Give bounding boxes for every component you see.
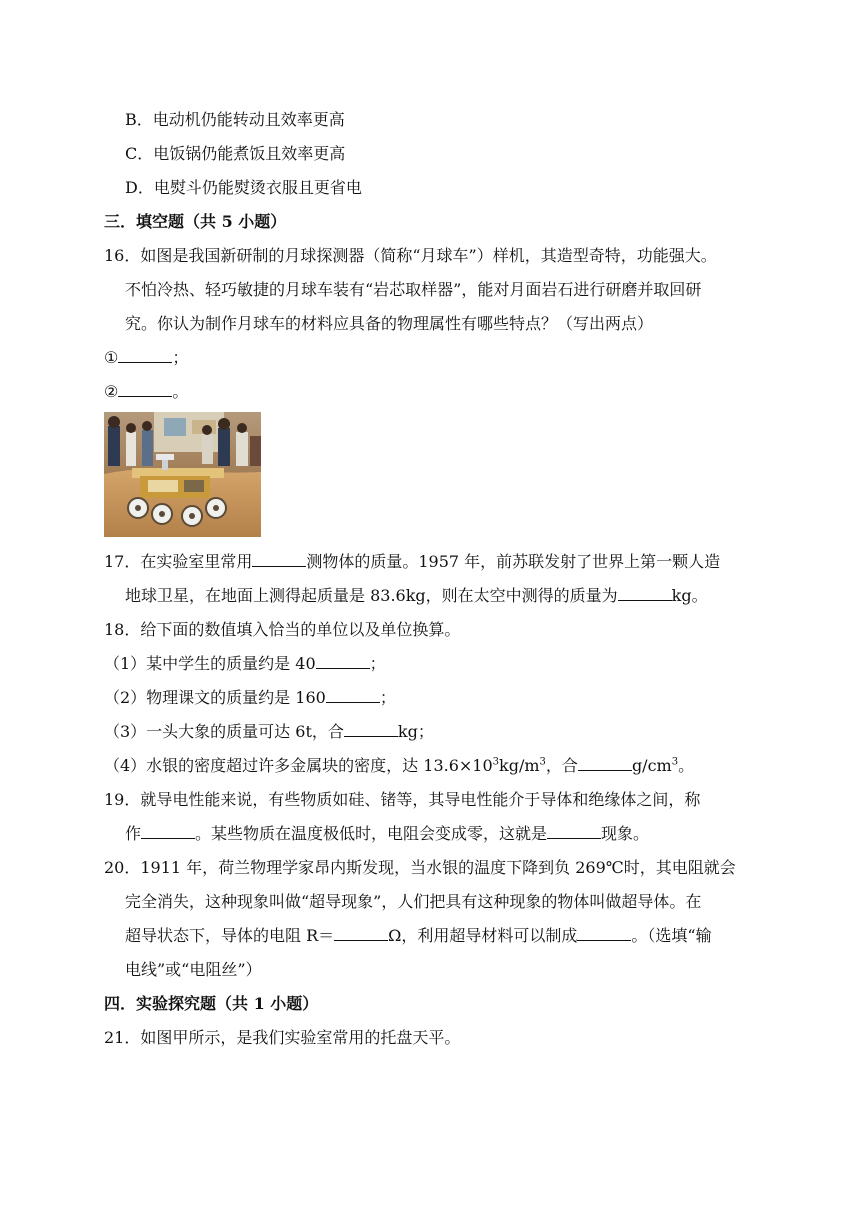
q17-line-2 bbox=[125, 586, 708, 606]
option-d: D．电熨斗仍能熨烫衣服且更省电 bbox=[125, 178, 362, 197]
q19-blank-2[interactable] bbox=[547, 824, 601, 839]
q18-sub-1-text: （1）某中学生的质量约是 40 bbox=[104, 654, 316, 673]
q20-line-1: 20．1911 年，荷兰物理学家昂内斯发现，当水银的温度下降到负 269℃时，其电阻就会 bbox=[104, 858, 736, 877]
q18-sub-4-unit-2: g/cm bbox=[631, 756, 672, 775]
q16-answer-2 bbox=[104, 382, 188, 402]
q18-title: 18．给下面的数值填入恰当的单位以及单位换算。 bbox=[104, 620, 461, 639]
q17-text-c: 地球卫星，在地面上测得起质量是 83.6kg，则在太空中测得的质量为 bbox=[125, 586, 618, 605]
q18-sub-4 bbox=[104, 756, 694, 776]
q18-sub-4-he: ，合 bbox=[545, 756, 578, 775]
q20-blank-1[interactable] bbox=[334, 926, 388, 941]
q18-sub-2-text: （2）物理课文的质量约是 160 bbox=[104, 688, 326, 707]
q17-line-1 bbox=[104, 552, 720, 572]
q18-sub-3-end: kg； bbox=[397, 722, 434, 741]
q19-line-1: 19．就导电性能来说，有些物质如硅、锗等，其导电性能介于导体和绝缘体之间，称 bbox=[104, 790, 701, 809]
q16-answer-1 bbox=[104, 348, 188, 368]
q18-sub-1 bbox=[104, 654, 386, 674]
option-c: C．电饭锅仍能煮饭且效率更高 bbox=[125, 144, 346, 163]
q17-text-a: 17．在实验室里常用 bbox=[104, 552, 253, 571]
q17-blank-1[interactable] bbox=[252, 552, 306, 567]
q20-line-2: 完全消失，这种现象叫做“超导现象”，人们把具有这种现象的物体叫做超导体。在 bbox=[125, 892, 702, 911]
q16-answer-2-label: ② bbox=[104, 382, 119, 401]
q18-blank-3[interactable] bbox=[344, 722, 398, 737]
q20-text-a: 超导状态下，导体的电阻 R＝ bbox=[125, 926, 335, 945]
q18-blank-1[interactable] bbox=[316, 654, 370, 669]
q20-line-3 bbox=[125, 926, 712, 946]
q18-sup-1: 3 bbox=[492, 756, 500, 768]
q18-blank-4[interactable] bbox=[578, 756, 632, 771]
q18-blank-2[interactable] bbox=[326, 688, 380, 703]
q19-text-c: 现象。 bbox=[601, 824, 650, 843]
q18-sup-3: 3 bbox=[671, 756, 679, 768]
q18-sub-3 bbox=[104, 722, 434, 742]
q17-blank-2[interactable] bbox=[618, 586, 672, 601]
q20-text-b: Ω，利用超导材料可以制成 bbox=[388, 926, 578, 945]
section-heading-fill-blank: 三．填空题（共 5 小题） bbox=[104, 212, 287, 231]
q20-blank-2[interactable] bbox=[577, 926, 631, 941]
q18-sup-2: 3 bbox=[539, 756, 546, 768]
q17-text-d: kg。 bbox=[671, 586, 708, 605]
q16-blank-2[interactable] bbox=[118, 382, 172, 397]
section-heading-experiment: 四．实验探究题（共 1 小题） bbox=[104, 994, 319, 1013]
q16-answer-1-end: ； bbox=[172, 348, 189, 367]
q16-answer-1-label: ① bbox=[104, 348, 119, 367]
q18-sub-4-unit: kg/m bbox=[499, 756, 540, 775]
q17-text-b: 测物体的质量。1957 年，前苏联发射了世界上第一颗人造 bbox=[306, 552, 721, 571]
q16-answer-2-end: 。 bbox=[172, 382, 189, 401]
q16-line-1: 16．如图是我国新研制的月球探测器（简称“月球车”）样机，其造型奇特，功能强大。 bbox=[104, 246, 717, 265]
q16-blank-1[interactable] bbox=[118, 348, 172, 363]
q16-line-2: 不怕冷热、轻巧敏捷的月球车装有“岩芯取样器”，能对月面岩石进行研磨并取回研 bbox=[125, 280, 702, 299]
q19-line-2 bbox=[125, 824, 649, 844]
q18-sub-4-end: 。 bbox=[678, 756, 695, 775]
q18-sub-2-end: ； bbox=[379, 688, 396, 707]
q20-line-4: 电线”或“电阻丝”） bbox=[125, 960, 262, 979]
q16-line-3: 究。你认为制作月球车的材料应具备的物理属性有哪些特点？（写出两点） bbox=[125, 314, 654, 333]
q20-text-c: 。（选填“输 bbox=[631, 926, 712, 945]
option-b: B．电动机仍能转动且效率更高 bbox=[125, 110, 345, 129]
q19-text-b: 。某些物质在温度极低时，电阻会变成零，这就是 bbox=[195, 824, 548, 843]
q18-sub-4-text: （4）水银的密度超过许多金属块的密度，达 13.6×10 bbox=[104, 756, 493, 775]
q19-blank-1[interactable] bbox=[141, 824, 195, 839]
q18-sub-3-text: （3）一头大象的质量可达 6t，合 bbox=[104, 722, 344, 741]
lunar-rover-image bbox=[104, 412, 261, 537]
lunar-rover-photo bbox=[104, 412, 261, 537]
q18-sub-1-end: ； bbox=[369, 654, 386, 673]
q19-text-a: 作 bbox=[125, 824, 142, 843]
q21-line-1: 21．如图甲所示，是我们实验室常用的托盘天平。 bbox=[104, 1028, 461, 1047]
q18-sub-2 bbox=[104, 688, 396, 708]
